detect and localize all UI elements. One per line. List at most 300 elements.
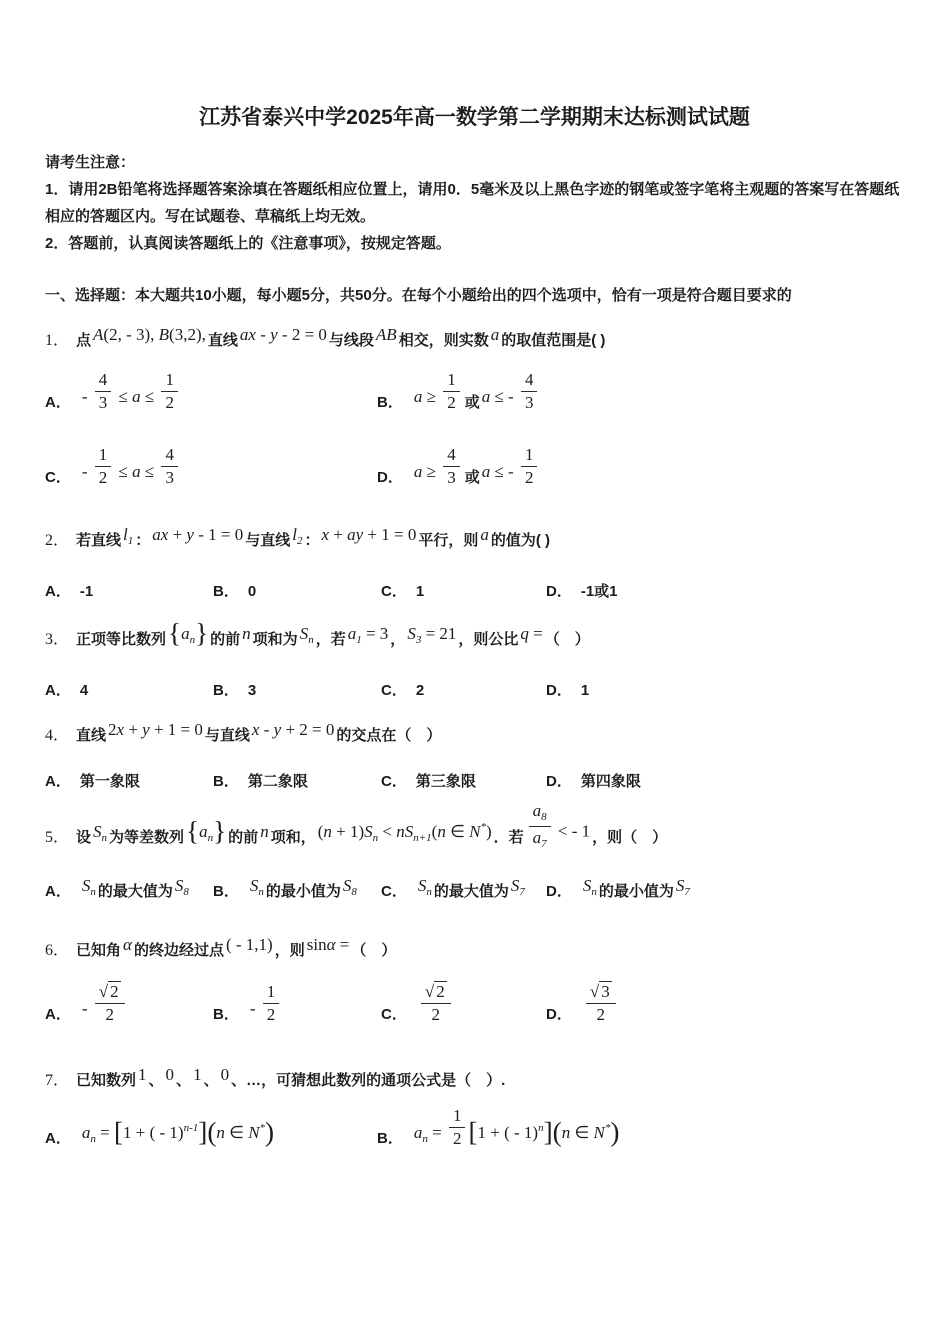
question-1-stem	[45, 319, 904, 362]
sqrt-content	[599, 981, 612, 1001]
fraction	[586, 983, 616, 1024]
subscript: n	[422, 1132, 428, 1145]
subscript: n	[372, 831, 379, 844]
text-run: 的值为( )	[490, 532, 551, 550]
math-variable: q	[520, 624, 529, 644]
option-d-content	[412, 444, 543, 487]
question-1-option-d	[377, 444, 904, 492]
math-number: -	[81, 461, 92, 481]
math-variable: S	[407, 624, 416, 644]
text-run: 、	[176, 1071, 192, 1089]
fraction-denominator	[421, 1004, 451, 1024]
superscript: *	[604, 1121, 611, 1134]
math-variable: S	[249, 875, 259, 895]
fraction-numerator	[521, 371, 538, 392]
option-a-content	[80, 875, 191, 900]
math-number: 2	[98, 467, 108, 487]
math-number: -	[81, 386, 92, 406]
option-b-label: B．	[377, 393, 403, 411]
fraction-denominator	[443, 392, 460, 412]
subscript: n	[308, 634, 314, 647]
math-run	[407, 613, 456, 661]
option-c-content	[416, 682, 424, 699]
math-run	[482, 446, 541, 487]
option-b-content	[248, 875, 359, 900]
question-5-option-c	[381, 875, 546, 903]
math-variable: n	[260, 821, 269, 841]
math-variable: A	[93, 325, 104, 344]
math-variable: AB	[375, 325, 397, 344]
math-number: =	[528, 624, 543, 644]
subscript: 1	[127, 535, 134, 548]
bracket: (	[207, 1116, 217, 1147]
text-run: 或	[464, 468, 480, 486]
square-root	[99, 981, 121, 1001]
math-variable: a	[413, 1122, 423, 1142]
math-number: 4	[98, 370, 108, 389]
math-variable: S	[93, 821, 102, 841]
math-run	[260, 811, 269, 853]
math-number: 1 + ( - 1)	[477, 1122, 539, 1142]
subscript: n	[426, 885, 432, 898]
fraction	[529, 802, 551, 850]
math-run	[93, 811, 107, 859]
sqrt-content	[434, 981, 447, 1001]
notice-item-1: 1．请用2B铅笔将选择题答案涂填在答题纸相应位置上，请用0．5毫米及以上黑色字迹的钢笔或签字笔将主观题的答案写在答题纸相应的答题区内。写在试题卷、草稿纸上均无效。	[45, 181, 900, 225]
question-2-text	[76, 525, 551, 550]
math-run	[583, 983, 619, 1024]
question-4-options	[45, 770, 904, 791]
math-variable: a	[132, 386, 141, 406]
math-variable: a	[532, 827, 542, 847]
fraction-denominator	[95, 467, 112, 487]
math-number: < - 1	[553, 821, 591, 841]
question-2-options	[45, 580, 904, 601]
subscript: n	[207, 831, 214, 844]
question-7	[45, 1059, 904, 1153]
question-3-option-d	[546, 679, 904, 700]
fraction	[449, 1107, 466, 1148]
question-3-options	[45, 679, 904, 700]
option-d-label: D．	[546, 773, 572, 791]
text-run: 的最小值为	[265, 882, 341, 900]
math-number: <	[378, 821, 397, 841]
fraction	[521, 446, 538, 487]
bracket: }	[213, 815, 227, 846]
math-number: 1	[266, 981, 276, 1001]
question-7-text	[76, 1064, 506, 1089]
sqrt-content	[108, 981, 121, 1001]
question-5-options	[45, 875, 904, 903]
fraction	[95, 446, 112, 487]
text-run: 第三象限	[415, 773, 476, 791]
math-number: ≤	[140, 386, 159, 406]
fraction-denominator	[263, 1004, 280, 1024]
math-number: +	[168, 525, 187, 545]
option-c-content	[416, 981, 456, 1024]
question-4-option-b	[213, 770, 381, 791]
math-number: -	[255, 325, 271, 344]
math-number: 2	[431, 1004, 441, 1024]
text-run: 0	[247, 583, 257, 601]
text-run: ：	[135, 532, 151, 550]
option-c-label: C．	[381, 682, 407, 700]
fraction	[521, 371, 538, 412]
subscript: n	[258, 885, 264, 898]
fraction-numerator	[449, 1107, 466, 1128]
math-variable: n	[242, 624, 251, 644]
subscript: 8	[351, 885, 357, 898]
math-run	[252, 709, 334, 751]
math-run	[343, 876, 357, 898]
question-6-stem	[45, 929, 904, 972]
math-run	[318, 806, 492, 859]
math-run	[526, 802, 591, 853]
math-variable: a	[413, 461, 423, 481]
math-variable: a	[81, 1122, 91, 1142]
math-run	[82, 446, 181, 487]
option-c-content	[416, 875, 527, 900]
text-run: ，则公比	[458, 631, 519, 649]
question-5-number: 5．	[45, 828, 70, 846]
question-2-option-a	[45, 580, 213, 601]
option-a-content	[80, 981, 130, 1024]
question-4-option-c	[381, 770, 546, 791]
math-run	[123, 924, 132, 966]
math-run	[138, 1054, 147, 1096]
text-run: 的最大值为	[97, 882, 173, 900]
math-run	[348, 613, 389, 661]
bracket: [	[468, 1116, 478, 1147]
text-run: 为等差数列	[109, 828, 185, 846]
question-6-options	[45, 981, 904, 1029]
math-number: + 1 = 0	[149, 720, 203, 740]
math-number: ≤ -	[490, 386, 518, 406]
option-a-label: A．	[45, 393, 71, 411]
text-run: 设	[76, 828, 92, 846]
fraction-denominator	[161, 467, 178, 487]
option-b-content	[248, 682, 256, 699]
text-run: 与直线	[245, 532, 291, 550]
text-run: 的交点在（ ）	[336, 727, 442, 745]
math-number: 3	[601, 981, 610, 1001]
math-number: ≥	[422, 461, 441, 481]
math-variable: a	[199, 821, 208, 841]
fraction-denominator	[521, 392, 538, 412]
option-a-content	[80, 1116, 276, 1147]
question-7-options	[45, 1105, 904, 1153]
math-run	[480, 514, 489, 556]
math-variable: a	[347, 624, 357, 644]
math-number: 2	[436, 981, 445, 1001]
fraction-denominator	[449, 1128, 466, 1148]
fraction-denominator	[586, 1004, 616, 1024]
text-run: 2	[415, 682, 425, 700]
math-variable: x	[116, 720, 125, 740]
text-run: 、	[203, 1071, 219, 1089]
math-run	[418, 876, 432, 898]
subscript: 7	[519, 885, 525, 898]
math-number: (3,2),	[169, 325, 206, 344]
math-number: + 2 = 0	[281, 720, 335, 740]
text-run: 项和为	[252, 631, 298, 649]
math-run	[482, 371, 541, 412]
math-number: = 21	[421, 624, 457, 644]
question-7-number: 7．	[45, 1071, 70, 1089]
fraction-numerator	[586, 983, 616, 1004]
fraction-denominator	[95, 1004, 125, 1024]
fraction	[95, 371, 112, 412]
text-run: 直线	[76, 727, 107, 745]
option-a-content	[80, 583, 93, 600]
question-6-text	[76, 934, 397, 959]
math-number: 1	[447, 370, 456, 389]
fraction	[161, 371, 178, 412]
bracket: ]	[198, 1116, 208, 1147]
question-2-option-d	[546, 580, 904, 601]
math-variable: n	[437, 821, 446, 841]
math-number: - 2 = 0	[277, 325, 327, 344]
text-run: 项和，	[270, 828, 316, 846]
question-3-number: 3．	[45, 631, 70, 649]
notice-item-2: 2．答题前，认真阅读答题纸上的《注意事项》，按规定答题。	[45, 235, 451, 252]
option-b-content	[412, 370, 543, 412]
math-number: 4	[165, 444, 174, 464]
text-run: 3	[247, 682, 257, 700]
question-1-text	[76, 325, 606, 349]
math-number: 1	[165, 370, 174, 389]
math-run	[108, 709, 203, 751]
math-run	[175, 876, 189, 898]
math-number: - 1 = 0	[193, 525, 244, 545]
math-variable: a	[532, 801, 542, 821]
math-number: 2	[447, 392, 456, 412]
question-4	[45, 714, 904, 791]
text-run: 相交，则实数	[398, 332, 489, 349]
fraction-numerator	[95, 371, 112, 392]
math-number: (	[317, 821, 324, 841]
option-a-label: A．	[45, 1129, 71, 1147]
math-number: ∈	[224, 1122, 249, 1142]
option-d-content	[581, 682, 589, 699]
math-number: 2	[110, 981, 119, 1001]
option-a-label: A．	[45, 682, 71, 700]
question-5-option-b	[213, 875, 381, 903]
math-variable: y	[142, 720, 150, 740]
math-variable: B	[158, 325, 170, 344]
math-run	[376, 314, 397, 356]
math-run	[307, 924, 350, 966]
text-run: 、	[148, 1071, 164, 1089]
option-b-content	[412, 1105, 622, 1148]
text-run: 若直线	[76, 532, 122, 550]
question-4-text	[76, 720, 442, 745]
math-number: 2	[165, 392, 174, 412]
option-b-label: B．	[377, 1129, 403, 1147]
text-run: ，若	[315, 631, 346, 649]
fraction	[443, 446, 460, 487]
question-3-stem	[45, 617, 904, 666]
math-variable: n	[216, 1122, 225, 1142]
math-number: 2	[596, 1004, 606, 1024]
superscript: *	[480, 820, 486, 833]
option-a-content	[80, 773, 140, 790]
fraction-denominator	[529, 827, 551, 851]
math-run	[82, 1117, 274, 1148]
math-variable: nS	[396, 821, 414, 841]
option-a-label: A．	[45, 882, 71, 900]
option-a-label: A．	[45, 1005, 71, 1023]
math-variable: x	[251, 720, 260, 740]
radical-icon: √	[589, 981, 600, 1001]
option-b-content	[248, 981, 284, 1024]
square-root	[425, 981, 447, 1001]
math-number: +	[329, 525, 348, 545]
math-number: 4	[447, 444, 456, 464]
bracket: {	[186, 815, 200, 846]
text-run: 的前	[228, 828, 259, 846]
math-variable: y	[186, 525, 194, 545]
question-5-text	[76, 801, 668, 850]
text-run: 的前	[210, 631, 241, 649]
subscript: n	[189, 634, 196, 647]
fraction	[263, 983, 280, 1024]
math-number: 2	[108, 720, 117, 740]
math-run	[583, 876, 597, 898]
math-number: -	[81, 998, 92, 1018]
question-3-option-a	[45, 679, 213, 700]
option-a-content	[80, 370, 183, 412]
math-run	[250, 876, 264, 898]
subscript: n	[90, 1132, 96, 1145]
question-2	[45, 519, 904, 601]
fraction-numerator	[161, 446, 178, 467]
math-variable: S	[174, 875, 184, 895]
question-1	[45, 319, 904, 491]
option-b-label: B．	[213, 682, 239, 700]
text-run: 直线	[207, 332, 238, 349]
option-b-label: B．	[213, 882, 239, 900]
math-run	[292, 514, 302, 562]
question-1-option-a	[45, 370, 377, 417]
fraction-numerator	[443, 446, 460, 467]
math-number: ≤ -	[490, 461, 518, 481]
math-number: )	[485, 821, 492, 841]
text-run: 1	[415, 583, 425, 601]
bracket: )	[265, 1116, 275, 1147]
fraction-numerator	[161, 371, 178, 392]
text-run: 平行，则	[418, 532, 479, 550]
math-variable: n	[323, 821, 332, 841]
superscript: n-1	[183, 1121, 199, 1134]
option-c-label: C．	[45, 468, 71, 486]
option-a-label: A．	[45, 583, 71, 601]
subscript: n+1	[413, 831, 432, 844]
subscript: 7	[684, 885, 690, 898]
question-7-stem	[45, 1059, 904, 1102]
math-run	[186, 810, 226, 859]
math-variable: ax	[239, 325, 256, 344]
option-d-label: D．	[546, 682, 572, 700]
bracket: [	[113, 1116, 123, 1147]
math-number: 3	[447, 467, 456, 487]
option-d-content	[581, 875, 692, 900]
math-run	[321, 514, 416, 556]
text-run: ，	[390, 631, 406, 649]
math-number: ≤	[114, 461, 133, 481]
bracket: )	[610, 1116, 620, 1147]
option-d-label: D．	[546, 882, 572, 900]
option-a-label: A．	[45, 773, 71, 791]
fraction-numerator	[263, 983, 280, 1004]
math-variable: n	[561, 1122, 571, 1142]
math-run	[511, 876, 525, 898]
math-run	[82, 371, 181, 412]
math-variable: a	[132, 461, 141, 481]
math-number: 1	[98, 444, 108, 464]
fraction	[95, 983, 125, 1024]
question-7-option-b	[377, 1105, 904, 1153]
text-run: 已知数列	[76, 1071, 137, 1089]
option-c-content	[80, 444, 183, 487]
subscript: 2	[296, 535, 303, 548]
math-number: ≤	[114, 386, 133, 406]
math-run	[414, 446, 463, 487]
math-variable: S	[417, 875, 427, 895]
math-number: =	[335, 934, 350, 954]
fraction-denominator	[95, 392, 112, 412]
question-6-option-a	[45, 981, 213, 1029]
math-number: = 3	[361, 624, 389, 644]
option-b-content	[248, 583, 256, 600]
math-number: 1 + ( - 1)	[123, 1122, 184, 1142]
math-variable: N	[593, 1122, 605, 1142]
option-b-label: B．	[213, 1005, 239, 1023]
text-run: 1	[580, 682, 590, 700]
math-number: 3	[524, 392, 534, 412]
math-run	[168, 612, 208, 661]
question-6-number: 6．	[45, 941, 70, 959]
question-6-option-b	[213, 981, 381, 1029]
question-1-option-c	[45, 444, 377, 492]
math-run	[240, 314, 327, 356]
math-run	[250, 983, 282, 1024]
text-run: ，则（ ）	[592, 828, 668, 846]
text-run: -1	[79, 583, 94, 601]
question-2-number: 2．	[45, 532, 70, 550]
option-c-label: C．	[381, 583, 407, 601]
question-3-option-c	[381, 679, 546, 700]
question-1-options	[45, 370, 904, 491]
page-title: 江苏省泰兴中学2025年高一数学第二学期期末达标测试试题	[199, 106, 750, 129]
math-variable: S	[510, 875, 520, 895]
text-run: 、…，可猜想此数列的通项公式是（ ）.	[231, 1071, 506, 1089]
math-run	[414, 371, 463, 412]
superscript: *	[259, 1121, 266, 1134]
option-c-label: C．	[381, 882, 407, 900]
text-run: ．若	[493, 828, 524, 846]
option-d-label: D．	[377, 468, 403, 486]
question-5-option-a	[45, 875, 213, 903]
subscript: 8	[541, 811, 547, 824]
text-run: 的最大值为	[433, 882, 509, 900]
option-d-label: D．	[546, 1005, 572, 1023]
math-run	[82, 876, 96, 898]
notice-heading: 请考生注意：	[45, 154, 136, 171]
math-number: ≤	[140, 461, 159, 481]
text-run: （ ）	[351, 941, 397, 959]
text-run: 正项等比数列	[76, 631, 167, 649]
